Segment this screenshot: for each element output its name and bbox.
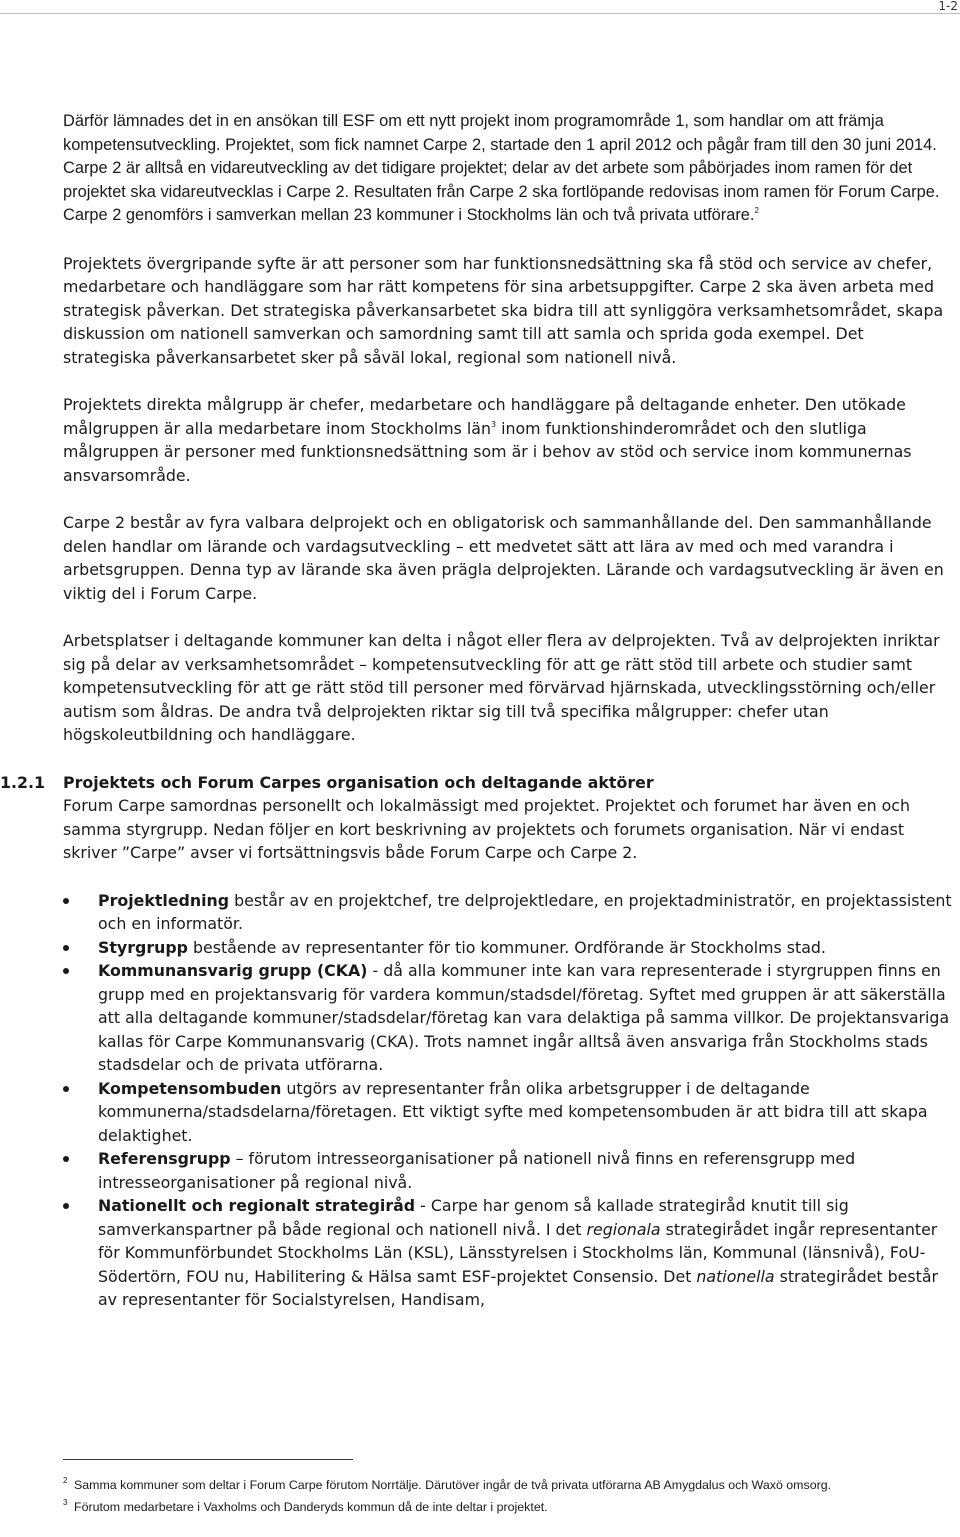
footnote-reference-3[interactable]: 3 (490, 419, 497, 429)
page-number: 1-2 (938, 0, 958, 13)
list-item-text: - då alla kommuner inte kan vara representerade i styrgruppen finns en grupp med en projektansvarig för vardera kommun/stadsdel/företag. Syftet med gruppen är att säkerställa att alla deltagande kommuner/stadsdelar/företag kan vara delaktiga på samma villkor. De projektansvariga kallas för Carpe Kommunansvarig (CKA). Trots namnet ingår alltså även ansvariga från Stockholms stads stadsdelar och de privata utförarna. (98, 961, 950, 1074)
paragraph-subprojects: Carpe 2 består av fyra valbara delprojekt och en obligatorisk och sammanhållande del. Den sammanhållande delen handlar om lärande och vardagsutveckling – ett medvetet sätt att lära av med och med varandra i arbetsgruppen. Denna typ av lärande ska även präglа delprojekten. Lärande och vardagsutveckling är även en viktig del i Forum Carpe. (63, 513, 944, 603)
list-item-text-c: strategirådet består av representanter för Socialstyrelsen, Handisam, (98, 1266, 938, 1309)
paragraph-purpose: Projektets övergripande syfte är att personer som har funktionsnedsättning ska få stöd och service av chefer, medarbetare och handläggare som har rätt kompetens för sina arbetsuppgifter. Carpe 2 ska även arbeta med strategisk påverkan. Det strategiska påverkansarbetet ska bidra till att synliggöra verksamhetsområdet, skapa diskussion om nationell samverkan och samordning samt till att samla och sprida goda exempel. Det strategiska påverkansarbetet sker på såväl lokal, regional som nationell nivå. (63, 253, 944, 367)
organisation-list (63, 889, 956, 1312)
paragraph-target-group-text-b: inom funktionshinderområdet och den slutliga målgruppen är personer med funktionsnedsättning som är i behov av stöd och service inom kommunernas ansvarsområde. (63, 418, 912, 485)
list-item-term: Nationellt och regionalt strategiråd (98, 1196, 416, 1215)
list-item-text: består av en projektchef, tre delprojektledare, en projektadministratör, en projektassistent och en informatör. (98, 890, 952, 933)
list-item-text: bestående av representanter för tio kommuner. Ordförande är Stockholms stad. (187, 937, 826, 957)
list-item-term: Styrgrupp (98, 937, 188, 957)
footnote-separator (63, 1459, 353, 1460)
section-number: 1.2.1 (0, 772, 45, 792)
bullet-icon (63, 1156, 69, 1162)
list-item-emphasis-regionala: regionala (586, 1219, 661, 1239)
list-item-kompetensombuden (98, 1077, 956, 1148)
document-body (0, 110, 956, 1312)
bullet-icon (63, 1203, 69, 1209)
paragraph-target-group (63, 393, 956, 487)
bullet-icon (63, 898, 69, 904)
footnote-text: Samma kommuner som deltar i Forum Carpe förutom Norrtälje. Därutöver ingår de två privata utförarna AB Amygdalus och Waxö omsorg. (74, 1478, 832, 1492)
list-item-term: Referensgrupp (98, 1149, 231, 1168)
section-heading (0, 771, 956, 795)
list-item-text-a: - Carpe har genom så kallade strategiråd knutit till sig samverkanspartner på både regional och nationell nivå. I det (98, 1196, 849, 1239)
paragraph-workplaces: Arbetsplatser i deltagande kommuner kan delta i något eller flera av delprojekten. Två av delprojekten inriktar sig på delar av verksamhetsområdet – kompetensutveckling för att ge rätt stöd till arbete och studier samt kompetensutveckling för att ge rätt stöd till personer med förvärvad hjärnskada, utvecklingsstörning och/eller autism som åldras. De andra två delprojekten riktar sig till två specifika målgrupper: chefer utan högskoleutbildning och handläggare. (63, 631, 940, 744)
paragraph-background-text: Därför lämnades det in en ansökan till ESF om ett nytt projekt inom programområde 1, som handlar om att främja kompetensutveckling. Projektet, som fick namnet Carpe 2, startade den 1 april 2012 och pågår fram till den 30 juni 2014. Carpe 2 är alltså en vidareutveckling av det tidigare projektet; delar av det arbete som påbörjades inom ramen för det projektet ska vidareutvecklas i Carpe 2. Resultaten från Carpe 2 ska fortlöpande redovisas inom ramen för Forum Carpe. Carpe 2 genomförs i samverkan mellan 23 kommuner i Stockholms län och två privata utförare. (63, 112, 940, 224)
list-item-term: Kommunansvarig grupp (CKA) (98, 961, 368, 980)
list-item-cka (98, 959, 956, 1077)
bullet-icon (63, 1086, 69, 1092)
list-item-text-b: strategirådet ingår representanter för Kommunförbundet Stockholms Län (KSL), Länsstyrelsen i Stockholms län, Kommunal (länsnivå), FoU-Södertörn, FOU nu, Habilitering & Hälsa samt ESF-projektet Consensio. Det (98, 1219, 938, 1286)
paragraph-target-group-text-a: Projektets direkta målgrupp är chefer, medarbetare och handläggare på deltagande enheter. Den utökade målgruppen är alla medarbetare inom Stockholms län (63, 395, 906, 438)
footnote-3 (63, 1496, 956, 1518)
bullet-icon (63, 968, 69, 974)
list-item-text: utgörs av representanter från olika arbetsgrupper i de deltagande kommunerna/stadsdelarna/företagen. Ett viktigt syfte med kompetensombuden är att bidra till att skapa delaktighet. (98, 1078, 928, 1145)
list-item-referensgrupp (98, 1147, 956, 1194)
list-item-term: Projektledning (98, 890, 230, 910)
list-item-term: Kompetensombuden (98, 1078, 282, 1098)
list-item-emphasis-nationella: nationella (696, 1266, 775, 1286)
footnote-reference-2[interactable]: 2 (754, 206, 759, 215)
list-item-styrgrupp (98, 936, 956, 960)
footnote-mark: 2 (63, 1476, 68, 1485)
list-item-projektledning (98, 889, 956, 936)
list-item-strategirad (98, 1194, 956, 1312)
section-title: Projektets och Forum Carpes organisation och deltagande aktörer (63, 772, 654, 792)
header-rule (0, 13, 960, 14)
list-item-text: – förutom intresseorganisationer på nationell nivå finns en referensgrupp med intresseorganisationer på regional nivå. (98, 1149, 856, 1192)
footnote-2 (63, 1474, 956, 1496)
footnote-text: Förutom medarbetare i Vaxholms och Danderyds kommun då de inte deltar i projektet. (74, 1500, 548, 1514)
footnote-mark: 3 (63, 1498, 68, 1507)
footnotes (63, 1474, 956, 1518)
bullet-icon (63, 945, 69, 951)
paragraph-background (63, 110, 956, 228)
section-intro: Forum Carpe samordnas personellt och lokalmässigt med projektet. Projektet och forumet har även en och samma styrgrupp. Nedan följer en kort beskrivning av projektets och forumets organisation. När vi endast skriver ”Carpe” avser vi fortsättningsvis både Forum Carpe och Carpe 2. (63, 796, 911, 862)
